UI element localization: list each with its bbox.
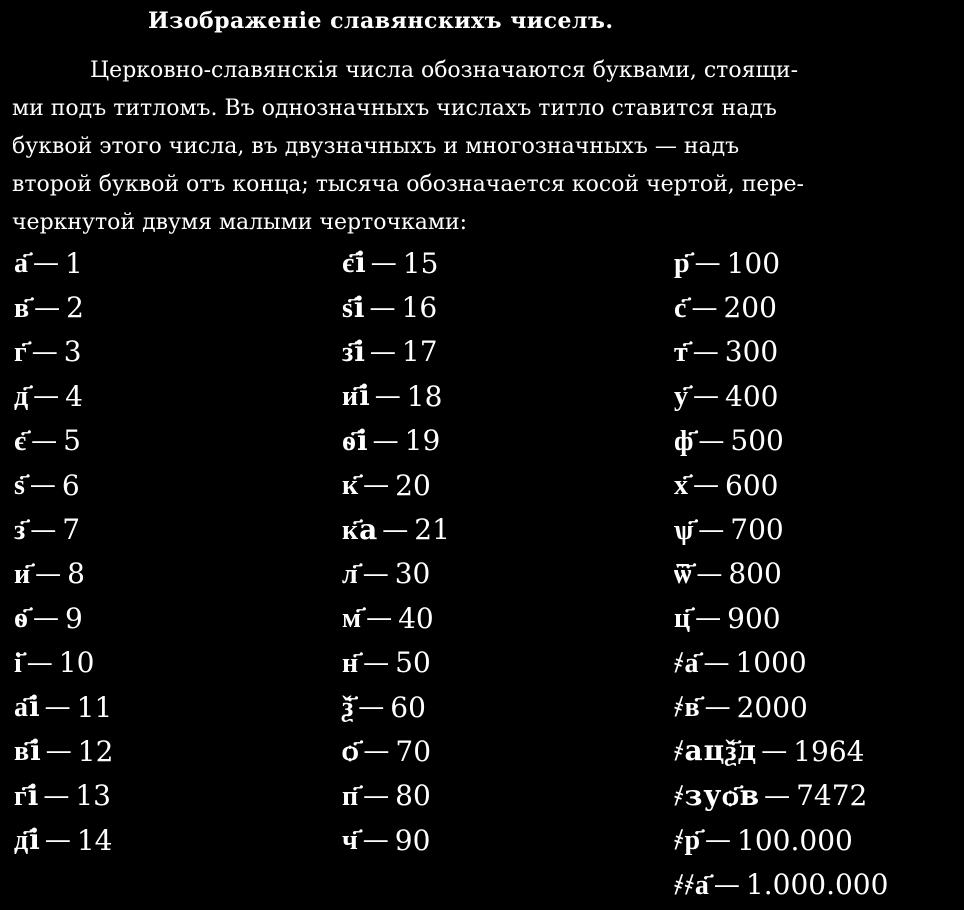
em-dash: —	[694, 248, 721, 279]
em-dash: —	[374, 381, 401, 412]
arabic-value: 1	[65, 246, 83, 280]
slavonic-numeral: ѱ҃	[674, 512, 695, 546]
em-dash: —	[691, 292, 718, 323]
numeral-entry	[14, 729, 113, 773]
slavonic-numeral: а҃і	[14, 690, 41, 724]
numeral-column-units-teens	[14, 241, 113, 862]
slavonic-numeral: к҃а	[342, 512, 379, 546]
em-dash: —	[703, 647, 730, 678]
arabic-value: 2	[66, 291, 84, 325]
slavonic-numeral: ѳ҃і	[342, 423, 369, 457]
numeral-entry	[674, 241, 888, 285]
arabic-value: 4	[65, 379, 83, 413]
numeral-entry	[14, 596, 113, 640]
slavonic-numeral: ѯ҃	[342, 690, 355, 724]
slavonic-numeral: г҃	[14, 334, 28, 368]
slavonic-numeral: г҃і	[14, 778, 40, 812]
numeral-column-tens	[342, 241, 450, 862]
paragraph-line: черкнутой двумя малыми черточками:	[12, 210, 468, 235]
arabic-value: 8	[67, 557, 85, 591]
slavonic-numeral: ѿ҃	[674, 556, 693, 590]
arabic-value: 400	[725, 379, 779, 413]
numeral-entry	[674, 818, 888, 862]
numeral-entry	[674, 685, 888, 729]
slavonic-numeral: ѕ҃і	[342, 290, 366, 324]
numeral-entry	[674, 774, 888, 818]
numeral-entry	[674, 641, 888, 685]
slavonic-numeral: к҃	[342, 468, 360, 502]
slavonic-numeral: ҂ацѯ҃д	[674, 734, 758, 768]
slavonic-numeral: є҃	[14, 423, 28, 457]
slavonic-numeral: ѳ҃	[14, 601, 29, 635]
arabic-value: 200	[723, 291, 777, 325]
numeral-entry	[342, 774, 450, 818]
em-dash: —	[33, 248, 59, 279]
arabic-value: 1964	[793, 734, 865, 768]
em-dash: —	[696, 558, 723, 589]
numeral-entry	[674, 862, 888, 906]
slavonic-numeral: с҃	[674, 290, 688, 324]
slavonic-numeral: д҃	[14, 379, 30, 413]
em-dash: —	[33, 381, 60, 412]
em-dash: —	[44, 692, 71, 723]
em-dash: —	[35, 558, 62, 589]
em-dash: —	[363, 647, 390, 678]
em-dash: —	[45, 736, 72, 767]
arabic-value: 300	[724, 335, 779, 369]
em-dash: —	[764, 780, 791, 811]
numeral-entry	[342, 241, 450, 285]
arabic-value: 18	[406, 379, 443, 413]
em-dash: —	[704, 692, 731, 723]
slavonic-numeral: з҃і	[342, 334, 366, 368]
arabic-value: 50	[395, 646, 431, 680]
em-dash: —	[362, 825, 389, 856]
slavonic-numeral: ҂а҃	[674, 645, 700, 679]
numeral-entry	[342, 507, 450, 551]
slavonic-numeral: н҃	[342, 645, 360, 679]
numeral-entry	[674, 419, 888, 463]
numeral-entry	[342, 729, 450, 773]
numeral-entry	[674, 330, 888, 374]
numeral-entry	[674, 374, 888, 418]
page-title: Изображеніе славянскихъ чиселъ.	[148, 8, 614, 34]
intro-paragraph	[12, 52, 964, 242]
em-dash: —	[372, 425, 399, 456]
numeral-entry	[342, 685, 450, 729]
arabic-value: 30	[394, 557, 431, 591]
numeral-column-hundreds-thousands	[674, 241, 888, 907]
em-dash: —	[695, 603, 722, 634]
numeral-entry	[14, 685, 113, 729]
arabic-value: 7472	[796, 779, 868, 813]
slavonic-numeral: у҃	[674, 379, 689, 413]
em-dash: —	[363, 780, 390, 811]
arabic-value: 500	[730, 424, 784, 458]
slavonic-numeral: ҂зуѻ҃в	[674, 778, 761, 812]
arabic-value: 6	[61, 468, 80, 502]
arabic-value: 19	[404, 424, 441, 458]
slavonic-numeral: ѕ҃	[14, 468, 26, 502]
arabic-value: 5	[63, 424, 81, 458]
arabic-value: 90	[394, 823, 431, 857]
arabic-value: 17	[401, 335, 438, 369]
numeral-entry	[674, 507, 888, 551]
arabic-value: 9	[65, 601, 83, 635]
slavonic-numeral: ѻ҃	[342, 734, 360, 768]
arabic-value: 70	[395, 734, 432, 768]
numeral-entry	[674, 463, 888, 507]
em-dash: —	[363, 470, 390, 501]
numeral-entry	[342, 330, 450, 374]
arabic-value: 700	[730, 513, 784, 547]
em-dash: —	[761, 736, 788, 767]
arabic-value: 14	[76, 823, 113, 857]
numeral-entry	[14, 374, 113, 418]
em-dash: —	[698, 514, 725, 545]
numeral-entry	[14, 818, 113, 862]
arabic-value: 100.000	[737, 823, 853, 857]
arabic-value: 40	[398, 601, 434, 635]
numeral-entry	[674, 552, 888, 596]
arabic-value: 20	[395, 468, 431, 502]
em-dash: —	[692, 336, 719, 367]
numeral-entry	[14, 419, 113, 463]
arabic-value: 80	[395, 779, 431, 813]
em-dash: —	[30, 514, 57, 545]
numeral-entry	[674, 596, 888, 640]
slavonic-numeral: п҃	[342, 778, 360, 812]
em-dash: —	[713, 869, 740, 900]
numeral-entry	[14, 774, 113, 818]
slavonic-numeral: х҃	[674, 468, 689, 502]
arabic-value: 7	[62, 513, 81, 547]
em-dash: —	[26, 647, 53, 678]
arabic-value: 900	[727, 601, 781, 635]
numeral-entry	[342, 285, 450, 329]
em-dash: —	[34, 292, 61, 323]
arabic-value: 1.000.000	[745, 868, 889, 902]
paragraph-line: Церковно-славянскія числа обозначаются буквами, стоящи-	[90, 58, 799, 83]
arabic-value: 2000	[736, 690, 808, 724]
numeral-entry	[14, 285, 113, 329]
em-dash: —	[693, 470, 719, 501]
arabic-value: 600	[725, 468, 779, 502]
arabic-value: 21	[414, 513, 450, 547]
numeral-entry	[14, 463, 113, 507]
arabic-value: 800	[728, 557, 782, 591]
em-dash: —	[31, 336, 58, 367]
em-dash: —	[693, 381, 719, 412]
arabic-value: 60	[390, 690, 426, 724]
em-dash: —	[44, 825, 71, 856]
arabic-value: 16	[401, 291, 438, 325]
numeral-entry	[14, 330, 113, 374]
em-dash: —	[362, 558, 389, 589]
slavonic-numeral: ҂҂а҃	[674, 867, 710, 901]
numeral-entry	[342, 463, 450, 507]
arabic-value: 10	[58, 646, 95, 680]
slavonic-numeral: и҃і	[342, 379, 371, 413]
arabic-value: 15	[402, 246, 439, 280]
em-dash: —	[369, 336, 396, 367]
slavonic-numeral: в҃	[14, 290, 31, 324]
arabic-value: 1000	[735, 646, 807, 680]
numeral-entry	[14, 241, 113, 285]
numeral-entry	[14, 641, 113, 685]
numeral-entry	[342, 374, 450, 418]
numeral-entry	[342, 419, 450, 463]
em-dash: —	[698, 425, 725, 456]
slavonic-numeral: а҃	[14, 246, 29, 280]
arabic-value: 100	[726, 246, 781, 280]
slavonic-numeral: и҃	[14, 556, 32, 590]
slavonic-numeral: ц҃	[674, 601, 692, 635]
slavonic-numeral: ҂р҃	[674, 823, 702, 857]
em-dash: —	[366, 603, 393, 634]
slavonic-numeral: т҃	[674, 334, 689, 368]
numeral-entry	[674, 729, 888, 773]
slavonic-numeral: ҂в҃	[674, 690, 701, 724]
em-dash: —	[705, 825, 732, 856]
slavonic-numeral: з҃	[14, 512, 27, 546]
paragraph-line: ми подъ титломъ. Въ однозначныхъ числахъ титло ставится надъ	[12, 96, 777, 121]
slavonic-numeral: є҃і	[342, 246, 367, 280]
em-dash: —	[29, 470, 56, 501]
em-dash: —	[31, 425, 58, 456]
arabic-value: 11	[76, 690, 113, 724]
numeral-entry	[14, 552, 113, 596]
slavonic-numeral: і҃	[14, 645, 23, 679]
numeral-entry	[342, 552, 450, 596]
em-dash: —	[382, 514, 409, 545]
em-dash: —	[363, 736, 390, 767]
arabic-value: 3	[63, 335, 82, 369]
em-dash: —	[43, 780, 70, 811]
em-dash: —	[370, 248, 397, 279]
slavonic-numeral: м҃	[342, 601, 363, 635]
paragraph-line: второй буквой отъ конца; тысяча обозначается косой чертой, пере-	[12, 172, 804, 197]
slavonic-numeral: ф҃	[674, 423, 695, 457]
numeral-entry	[342, 818, 450, 862]
slavonic-numeral: в҃і	[14, 734, 42, 768]
numeral-entry	[342, 596, 450, 640]
arabic-value: 13	[75, 779, 111, 813]
slavonic-numeral: ч҃	[342, 823, 359, 857]
slavonic-numeral: р҃	[674, 246, 691, 280]
numeral-entry	[674, 285, 888, 329]
numeral-entry	[342, 641, 450, 685]
em-dash: —	[369, 292, 396, 323]
arabic-value: 12	[77, 734, 114, 768]
slavonic-numeral: д҃і	[14, 823, 41, 857]
paragraph-line: буквой этого числа, въ двузначныхъ и многозначныхъ — надъ	[12, 134, 740, 159]
slavonic-numeral: л҃	[342, 556, 359, 590]
em-dash: —	[33, 603, 59, 634]
numeral-entry	[14, 507, 113, 551]
em-dash: —	[358, 692, 385, 723]
